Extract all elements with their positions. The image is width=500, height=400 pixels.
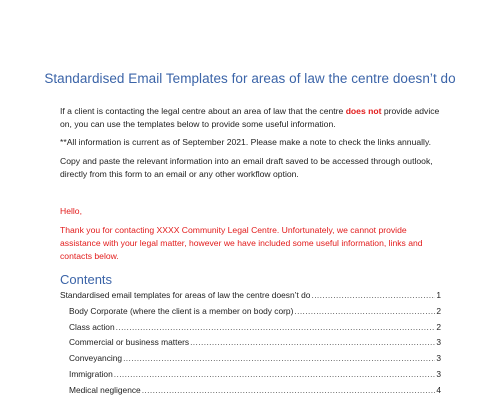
toc-entry[interactable]	[60, 290, 441, 299]
toc-dot-leader	[311, 290, 435, 300]
toc-entry-title: Medical negligence	[69, 384, 141, 395]
toc-page-number: 2	[436, 305, 441, 316]
instructions-paragraph: Copy and paste the relevant information into an email draft saved to be accessed through outlook, directly from this form to an email or any other workflow option.	[60, 156, 433, 179]
toc-entry[interactable]	[60, 306, 441, 315]
document-title: Standardised Email Templates for areas of law the centre doesn’t do	[44, 71, 456, 86]
toc-page-number: 4	[436, 384, 441, 395]
toc-entry[interactable]	[60, 369, 441, 378]
toc-entry[interactable]	[60, 337, 441, 346]
toc-page-number: 2	[436, 321, 441, 332]
toc-entry-title: Standardised email templates for areas of law the centre doesn’t do	[60, 290, 311, 300]
toc-dot-leader	[116, 322, 436, 332]
toc-entry-title: Immigration	[69, 368, 113, 379]
currency-note: **All information is current as of September 2021. Please make a note to check the links annually.	[60, 137, 432, 147]
toc-dot-leader	[142, 385, 436, 395]
intro-text-before: If a client is contacting the legal centre about an area of law that the centre	[60, 106, 346, 116]
email-greeting: Hello,	[60, 206, 82, 216]
contents-heading: Contents	[60, 272, 113, 287]
intro-paragraph	[60, 105, 445, 131]
toc-dot-leader	[294, 306, 435, 316]
toc-page-number: 3	[436, 368, 441, 379]
toc-page-number: 3	[436, 353, 441, 363]
toc-dot-leader	[123, 353, 435, 363]
toc-entry-title: Commercial or business matters	[69, 337, 190, 348]
toc-entry-title: Class action	[69, 321, 115, 332]
toc-dot-leader	[114, 369, 436, 379]
toc-entry-title: Conveyancing	[69, 353, 123, 363]
toc-page-number: 3	[436, 337, 441, 348]
toc-entry[interactable]	[60, 353, 441, 362]
toc-page-number: 1	[436, 290, 441, 300]
table-of-contents	[60, 290, 441, 400]
intro-emphasis: does not	[345, 106, 382, 116]
toc-entry-title: Body Corporate (where the client is a member on body corp)	[69, 305, 294, 316]
intro-text-after: provide advice on, you can use the templates below to provide some useful information.	[60, 106, 440, 129]
toc-dot-leader	[190, 337, 435, 347]
toc-entry[interactable]	[60, 385, 441, 394]
email-thanks-paragraph: Thank you for contacting XXXX Community Legal Centre. Unfortunately, we cannot provide assistance with your legal matter, however we have included some useful information, links and contacts below.	[60, 225, 423, 261]
toc-entry[interactable]	[60, 322, 441, 331]
